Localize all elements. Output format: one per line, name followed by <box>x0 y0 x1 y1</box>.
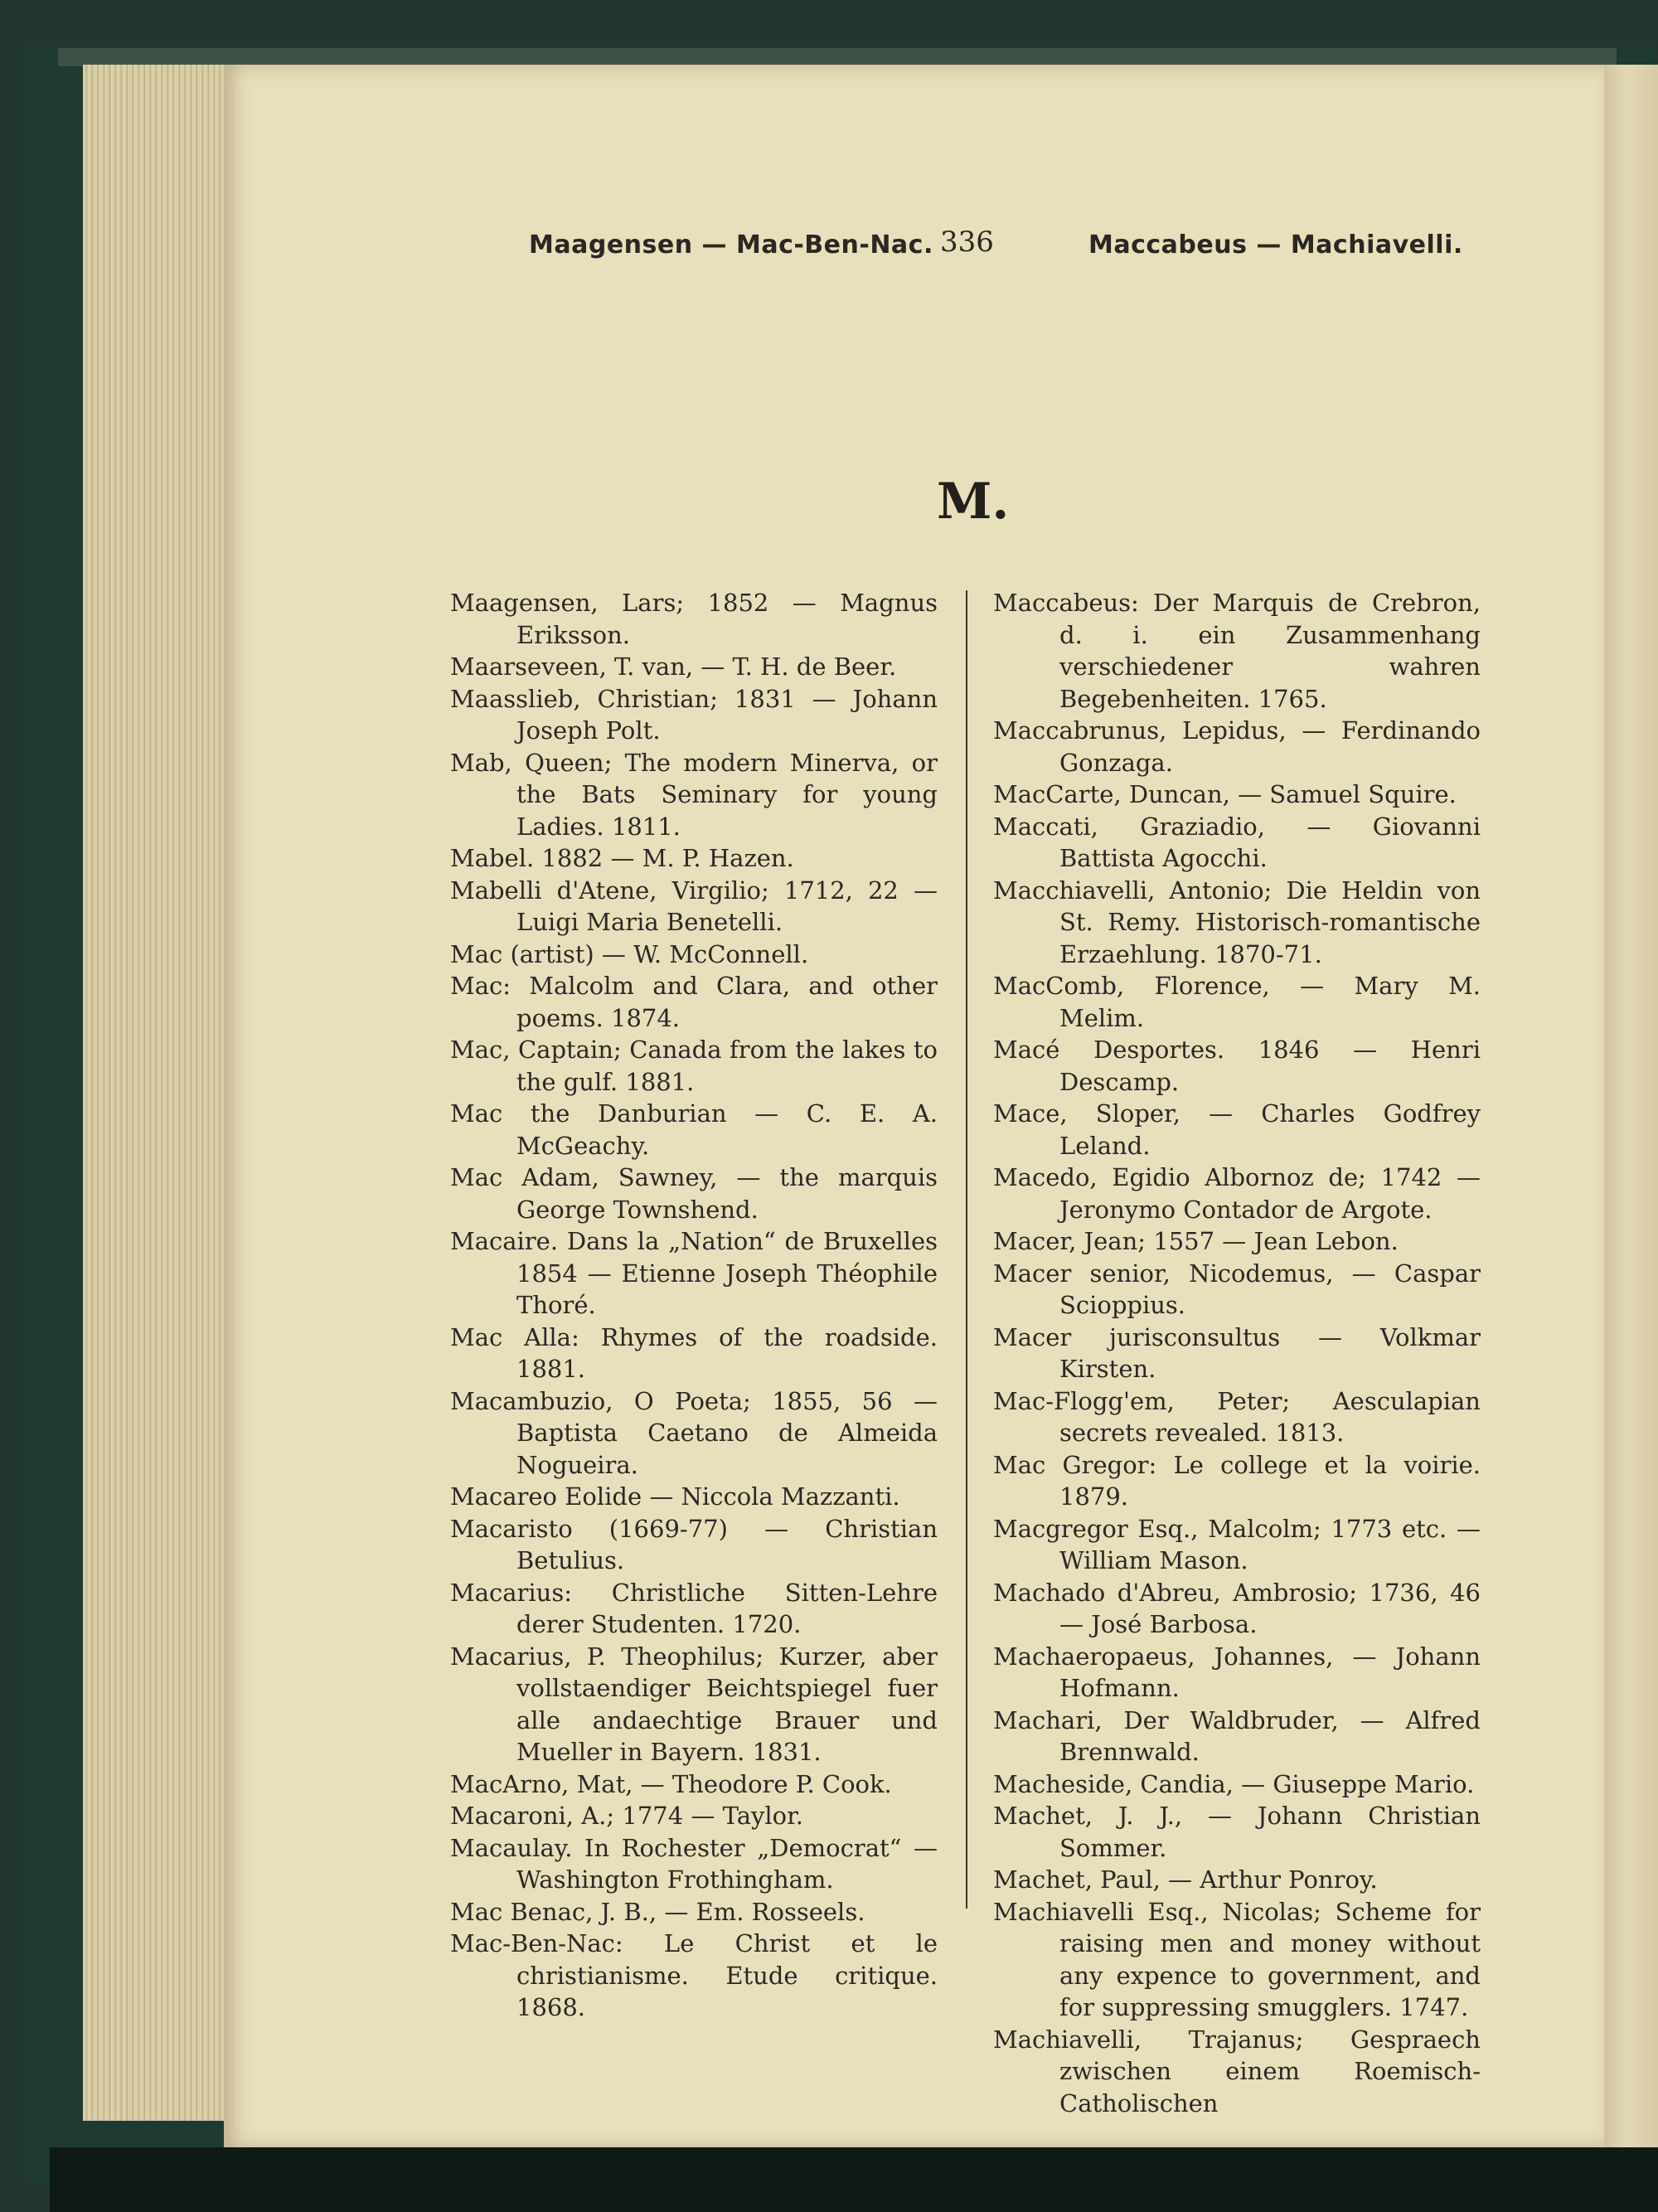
list-item: Machari, Der Waldbruder, — Alfred Brennwald. <box>993 1705 1481 1766</box>
section-letter: M. <box>937 473 1010 531</box>
list-item: Macer jurisconsultus — Volkmar Kirsten. <box>993 1322 1481 1383</box>
list-item: Mac the Danburian — C. E. A. McGeachy. <box>450 1099 938 1160</box>
list-item: Mac: Malcolm and Clara, and other poems. 1874. <box>450 972 938 1032</box>
column-divider <box>966 590 967 1909</box>
list-item: Mace, Sloper, — Charles Godfrey Leland. <box>993 1099 1481 1160</box>
list-item: Machet, J. J., — Johann Christian Sommer. <box>993 1802 1481 1862</box>
list-item: Macaroni, A.; 1774 — Taylor. <box>450 1802 804 1830</box>
list-item: Macambuzio, O Poeta; 1855, 56 — Baptista Caetano de Almeida Nogueira. <box>450 1386 938 1479</box>
list-item: Mac Gregor: Le college et la voirie. 1879. <box>993 1450 1481 1511</box>
page-stack-edges <box>83 65 240 2121</box>
list-item: Maccati, Graziadio, — Giovanni Battista Agocchi. <box>993 812 1481 872</box>
list-item: MacComb, Florence, — Mary M. Melim. <box>993 972 1481 1032</box>
list-item: Mac-Ben-Nac: Le Christ et le christianisme. Etude critique. 1868. <box>450 1929 938 2021</box>
list-item: Macedo, Egidio Albornoz de; 1742 — Jeronymo Contador de Argote. <box>993 1163 1481 1224</box>
list-item: Macareo Eolide — Niccola Mazzanti. <box>450 1482 900 1511</box>
list-item: Mac, Captain; Canada from the lakes to the gulf. 1881. <box>450 1036 938 1096</box>
list-item: Macer, Jean; 1557 — Jean Lebon. <box>993 1227 1399 1255</box>
list-item: Mabelli d'Atene, Virgilio; 1712, 22 — Luigi Maria Benetelli. <box>450 876 938 936</box>
page-number: 336 <box>940 226 994 259</box>
list-item: Machaeropaeus, Johannes, — Johann Hofmann. <box>993 1642 1481 1702</box>
list-item: Macchiavelli, Antonio; Die Heldin von St. Remy. Historisch-romantische Erzaehlung. 1870-71. <box>993 876 1481 968</box>
list-item: Macaulay. In Rochester „Democrat“ — Washington Frothingham. <box>450 1833 938 1894</box>
list-item: Macgregor Esq., Malcolm; 1773 etc. — William Mason. <box>993 1514 1481 1574</box>
cover-top-edge <box>58 48 1617 66</box>
list-item: Maccabeus: Der Marquis de Crebron, d. i. ein Zusammenhang verschiedener wahren Begebenheiten. 1765. <box>993 589 1481 713</box>
bottom-background <box>50 2147 1658 2212</box>
gutter-next-page <box>1604 65 1658 2147</box>
list-item: Maagensen, Lars; 1852 — Magnus Eriksson. <box>450 589 938 649</box>
list-item: Macarius: Christliche Sitten-Lehre derer Studenten. 1720. <box>450 1578 938 1638</box>
list-item: Machet, Paul, — Arthur Ponroy. <box>993 1865 1378 1894</box>
list-item: Macaire. Dans la „Nation“ de Bruxelles 1854 — Etienne Joseph Théophile Thoré. <box>450 1227 938 1319</box>
running-head-left: Maagensen — Mac-Ben-Nac. <box>529 230 933 260</box>
list-item: Machiavelli Esq., Nicolas; Scheme for raising men and money without any expence to government, and for suppressing smugglers. 1747. <box>993 1897 1481 2021</box>
list-item: Mac Adam, Sawney, — the marquis George Townshend. <box>450 1163 938 1224</box>
list-item: Mab, Queen; The modern Minerva, or the Bats Seminary for young Ladies. 1811. <box>450 748 938 841</box>
list-item: Machado d'Abreu, Ambrosio; 1736, 46 — José Barbosa. <box>993 1578 1481 1638</box>
list-item: Macheside, Candia, — Giuseppe Mario. <box>993 1769 1475 1798</box>
list-item: Macé Desportes. 1846 — Henri Descamp. <box>993 1036 1481 1096</box>
list-item: Macarius, P. Theophilus; Kurzer, aber vollstaendiger Beichtspiegel fuer alle andaechtige Brauer und Mueller in Bayern. 1831. <box>450 1642 938 1766</box>
running-head-right: Maccabeus — Machiavelli. <box>1088 230 1463 260</box>
list-item: Maarseveen, T. van, — T. H. de Beer. <box>450 652 897 681</box>
list-item: Mac Benac, J. B., — Em. Rosseels. <box>450 1897 865 1926</box>
list-item: Maasslieb, Christian; 1831 — Johann Joseph Polt. <box>450 684 938 745</box>
list-item: MacCarte, Duncan, — Samuel Squire. <box>993 780 1457 808</box>
list-item: Maccabrunus, Lepidus, — Ferdinando Gonzaga. <box>993 716 1481 777</box>
list-item: MacArno, Mat, — Theodore P. Cook. <box>450 1769 892 1798</box>
list-item: Mac Alla: Rhymes of the roadside. 1881. <box>450 1322 938 1383</box>
list-item: Macaristo (1669-77) — Christian Betulius. <box>450 1514 938 1574</box>
list-item: Machiavelli, Trajanus; Gespraech zwischen einem Roemisch-Catholischen <box>993 2025 1481 2117</box>
right-column <box>993 587 1481 2119</box>
list-item: Mac-Flogg'em, Peter; Aesculapian secrets revealed. 1813. <box>993 1386 1481 1447</box>
left-column <box>450 587 938 2024</box>
list-item: Mabel. 1882 — M. P. Hazen. <box>450 844 794 872</box>
list-item: Macer senior, Nicodemus, — Caspar Scioppius. <box>993 1259 1481 1319</box>
list-item: Mac (artist) — W. McConnell. <box>450 939 809 968</box>
